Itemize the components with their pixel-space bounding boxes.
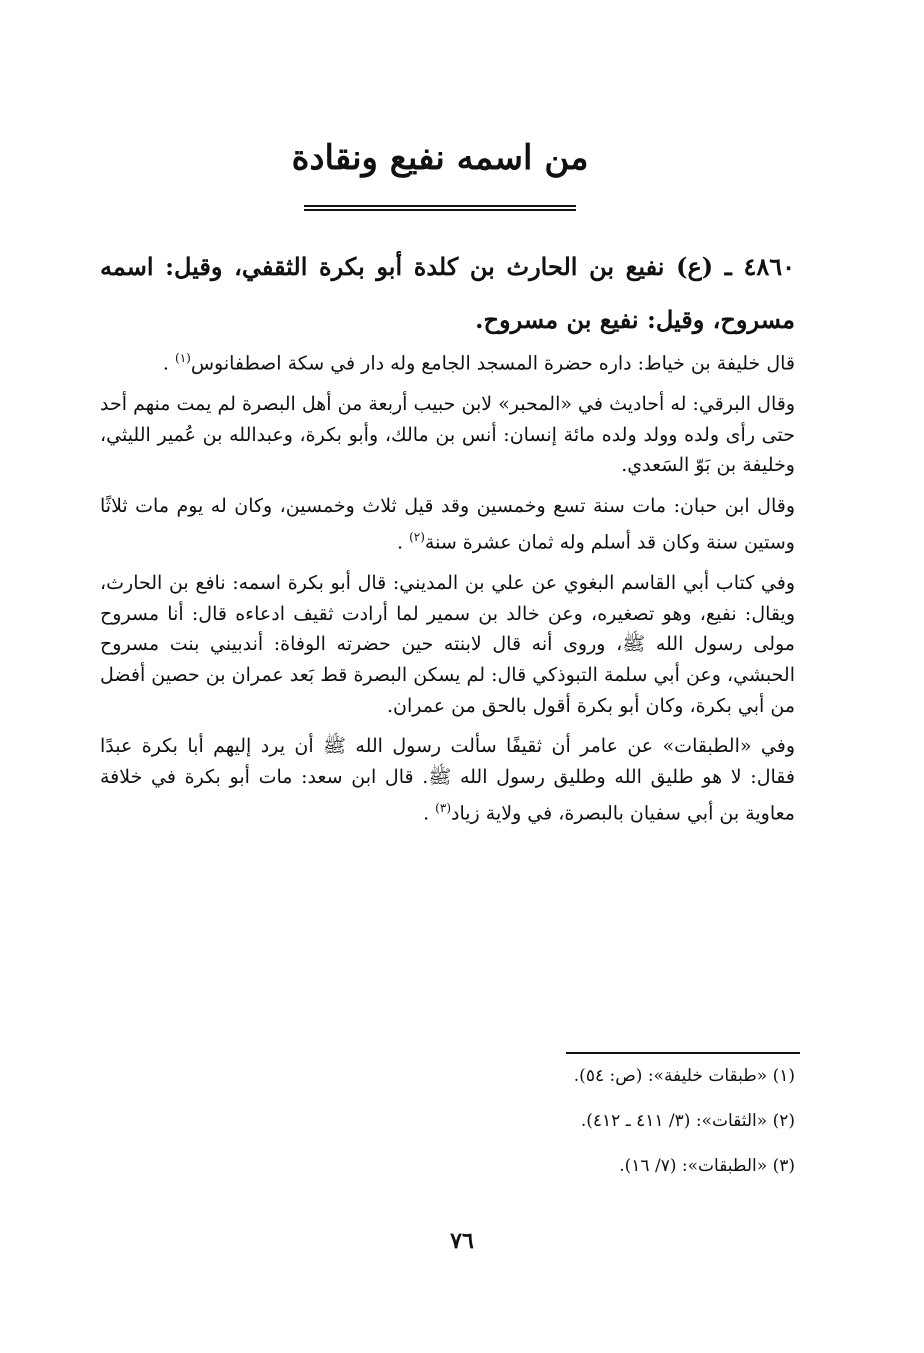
paragraph-tabaqat: وفي «الطبقات» عن عامر أن ثقيفًا سألت رسول الله ﷺ أن يرد إليهم أبا بكرة عبدًا فقال: لا هو طليق الله وطليق رسول الله ﷺ. قال ابن سعد: مات أبو بكرة في خلافة معاوية بن أبي سفيان بالبصرة، في ولاية زياد$^{(٣)}$ . <box>100 735 795 825</box>
footnote-ref-2: (٢) <box>409 529 425 544</box>
paragraph-barqi: وقال البرقي: له أحاديث في «المحبر» لابن حبيب أربعة من أهل البصرة لم يمت منهم أحد حتى رأى ولده وولد ولده مائة إنسان: أنس بن مالك، وأبو بكرة، وعبدالله بن عُمير الليثي، وخليفة بن بَوّ السَعدي. <box>100 393 795 477</box>
footnote-separator <box>566 1052 800 1054</box>
footnotes <box>300 1066 795 1201</box>
page-number: ٧٦ <box>450 1228 474 1254</box>
heading-underline <box>304 205 576 211</box>
footnote-2: (٢) «الثقات»: (٣/ ٤١١ ـ ٤١٢). <box>580 1111 795 1131</box>
footnote-1: (١) «طبقات خليفة»: (ص: ٥٤). <box>573 1066 795 1086</box>
body-text <box>100 343 795 839</box>
footnote-ref-3: (٣) <box>435 800 451 815</box>
paragraph-khalifa: قال خليفة بن خياط: داره حضرة المسجد الجامع وله دار في سكة اصطفانوس$^{(١)}$ . <box>162 351 795 375</box>
section-heading: من اسمه نفيع ونقادة <box>291 138 589 178</box>
footnote-ref-1: (١) <box>175 351 191 365</box>
paragraph-baghawi: وفي كتاب أبي القاسم البغوي عن علي بن المديني: قال أبو بكرة اسمه: نافع بن الحارث، ويقال: نفيع، وهو تصغيره، وعن خالد بن سمير لما أرادت ثقيف ادعاءه قال: أنا مسروح مولى رسول الله ﷺ، وروى أنه قال لابنته حين حضرته الوفاة: أندبيني بنت مسروح الحبشي، وعن أبي سلمة التبوذكي قال: لم يسكن البصرة قط بَعد عمران بن حصين أفضل من أبي بكرة، وكان أبو بكرة أقول بالحق من عمران. <box>100 571 795 717</box>
entry-heading: ٤٨٦٠ ـ (ع) نفيع بن الحارث بن كلدة أبو بكرة الثقفي، وقيل: اسمه مسروح، وقيل: نفيع بن مسروح. <box>100 252 795 334</box>
paragraph-ibn-hibban: وقال ابن حبان: مات سنة تسع وخمسين وقد قيل ثلاث وخمسين، وكان له يوم مات ثلاثًا وستين سنة وكان قد أسلم وله ثمان عشرة سنة$^{(٢)}$ . <box>100 495 795 554</box>
footnote-3: (٣) «الطبقات»: (٧/ ١٦). <box>619 1156 795 1176</box>
